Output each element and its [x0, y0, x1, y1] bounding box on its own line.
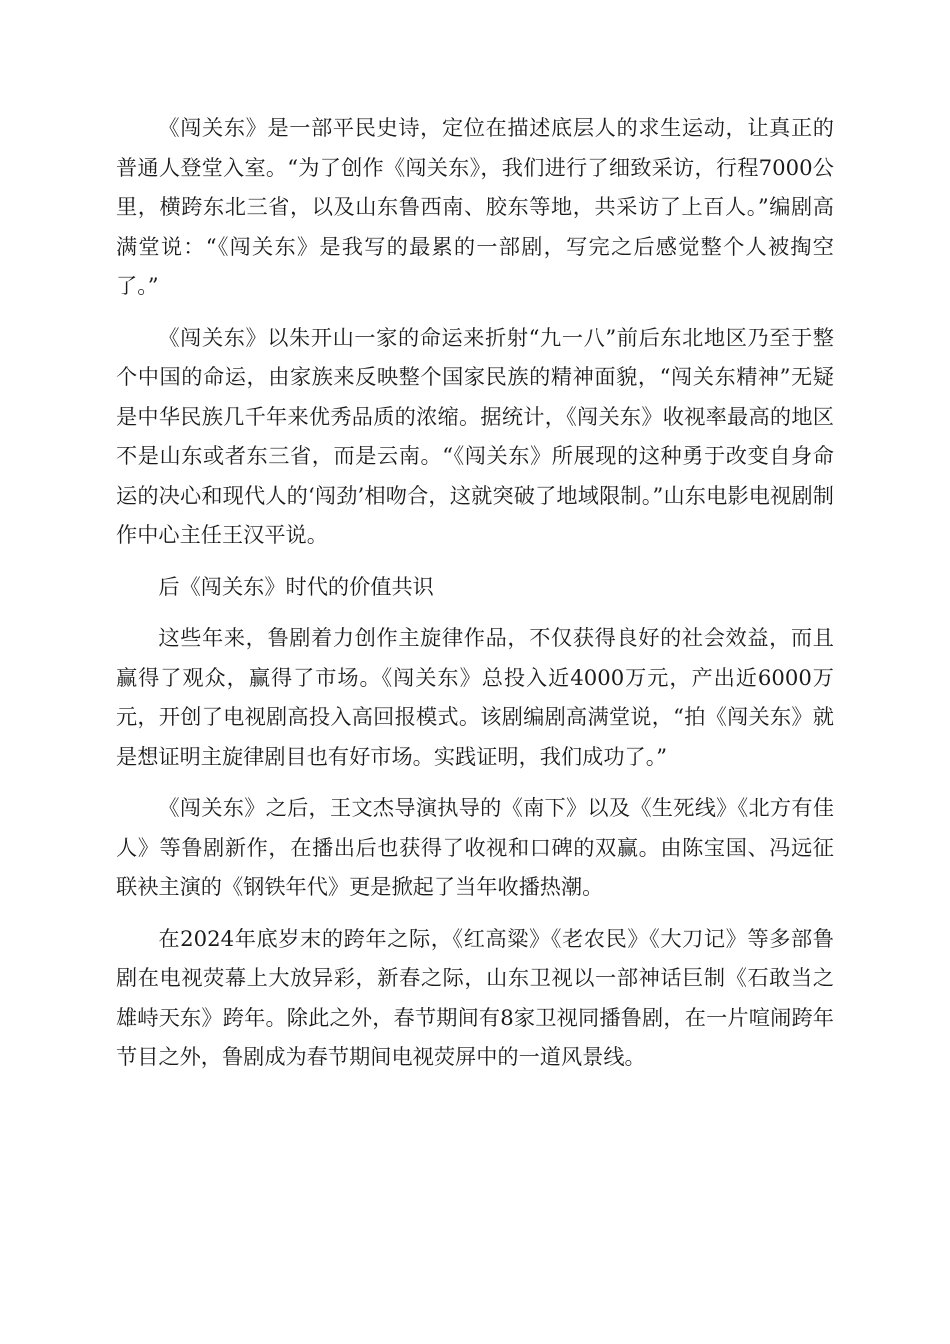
document-body [116, 108, 834, 1077]
paragraph-1: 《闯关东》是一部平民史诗，定位在描述底层人的求生运动，让真正的普通人登堂入室。“为了创作《闯关东》，我们进行了细致采访，行程7000公里，横跨东北三省，以及山东鲁西南、胶东等地，共采访了上百人。”编剧高满堂说：“《闯关东》是我写的最累的一部剧，写完之后感觉整个人被掏空了。” [116, 115, 834, 298]
section-heading: 后《闯关东》时代的价值共识 [158, 573, 434, 599]
paragraph-3: 这些年来，鲁剧着力创作主旋律作品，不仅获得良好的社会效益，而且赢得了观众，赢得了市场。《闯关东》总投入近4000万元，产出近6000万元，开创了电视剧高投入高回报模式。该剧编剧高满堂说，“拍《闯关东》就是想证明主旋律剧目也有好市场。实践证明，我们成功了。” [116, 625, 834, 769]
paragraph-2: 《闯关东》以朱开山一家的命运来折射“九一八”前后东北地区乃至于整个中国的命运，由家族来反映整个国家民族的精神面貌，“闯关东精神”无疑是中华民族几千年来优秀品质的浓缩。据统计，《闯关东》收视率最高的地区不是山东或者东三省，而是云南。“《闯关东》所展现的这种勇于改变自身命运的决心和现代人的‘闯劲’相吻合，这就突破了地域限制。”山东电影电视剧制作中心主任王汉平说。 [116, 324, 834, 547]
paragraph-5: 在2024年底岁末的跨年之际，《红高粱》《老农民》《大刀记》等多部鲁剧在电视荧幕上大放异彩，新春之际，山东卫视以一部神话巨制《石敢当之雄峙天东》跨年。除此之外，春节期间有8家卫视同播鲁剧，在一片喧闹跨年节目之外，鲁剧成为春节期间电视荧屏中的一道风景线。 [116, 925, 834, 1069]
paragraph-4: 《闯关东》之后，王文杰导演执导的《南下》以及《生死线》《北方有佳人》等鲁剧新作，在播出后也获得了收视和口碑的双赢。由陈宝国、冯远征联袂主演的《钢铁年代》更是掀起了当年收播热潮。 [116, 795, 834, 899]
